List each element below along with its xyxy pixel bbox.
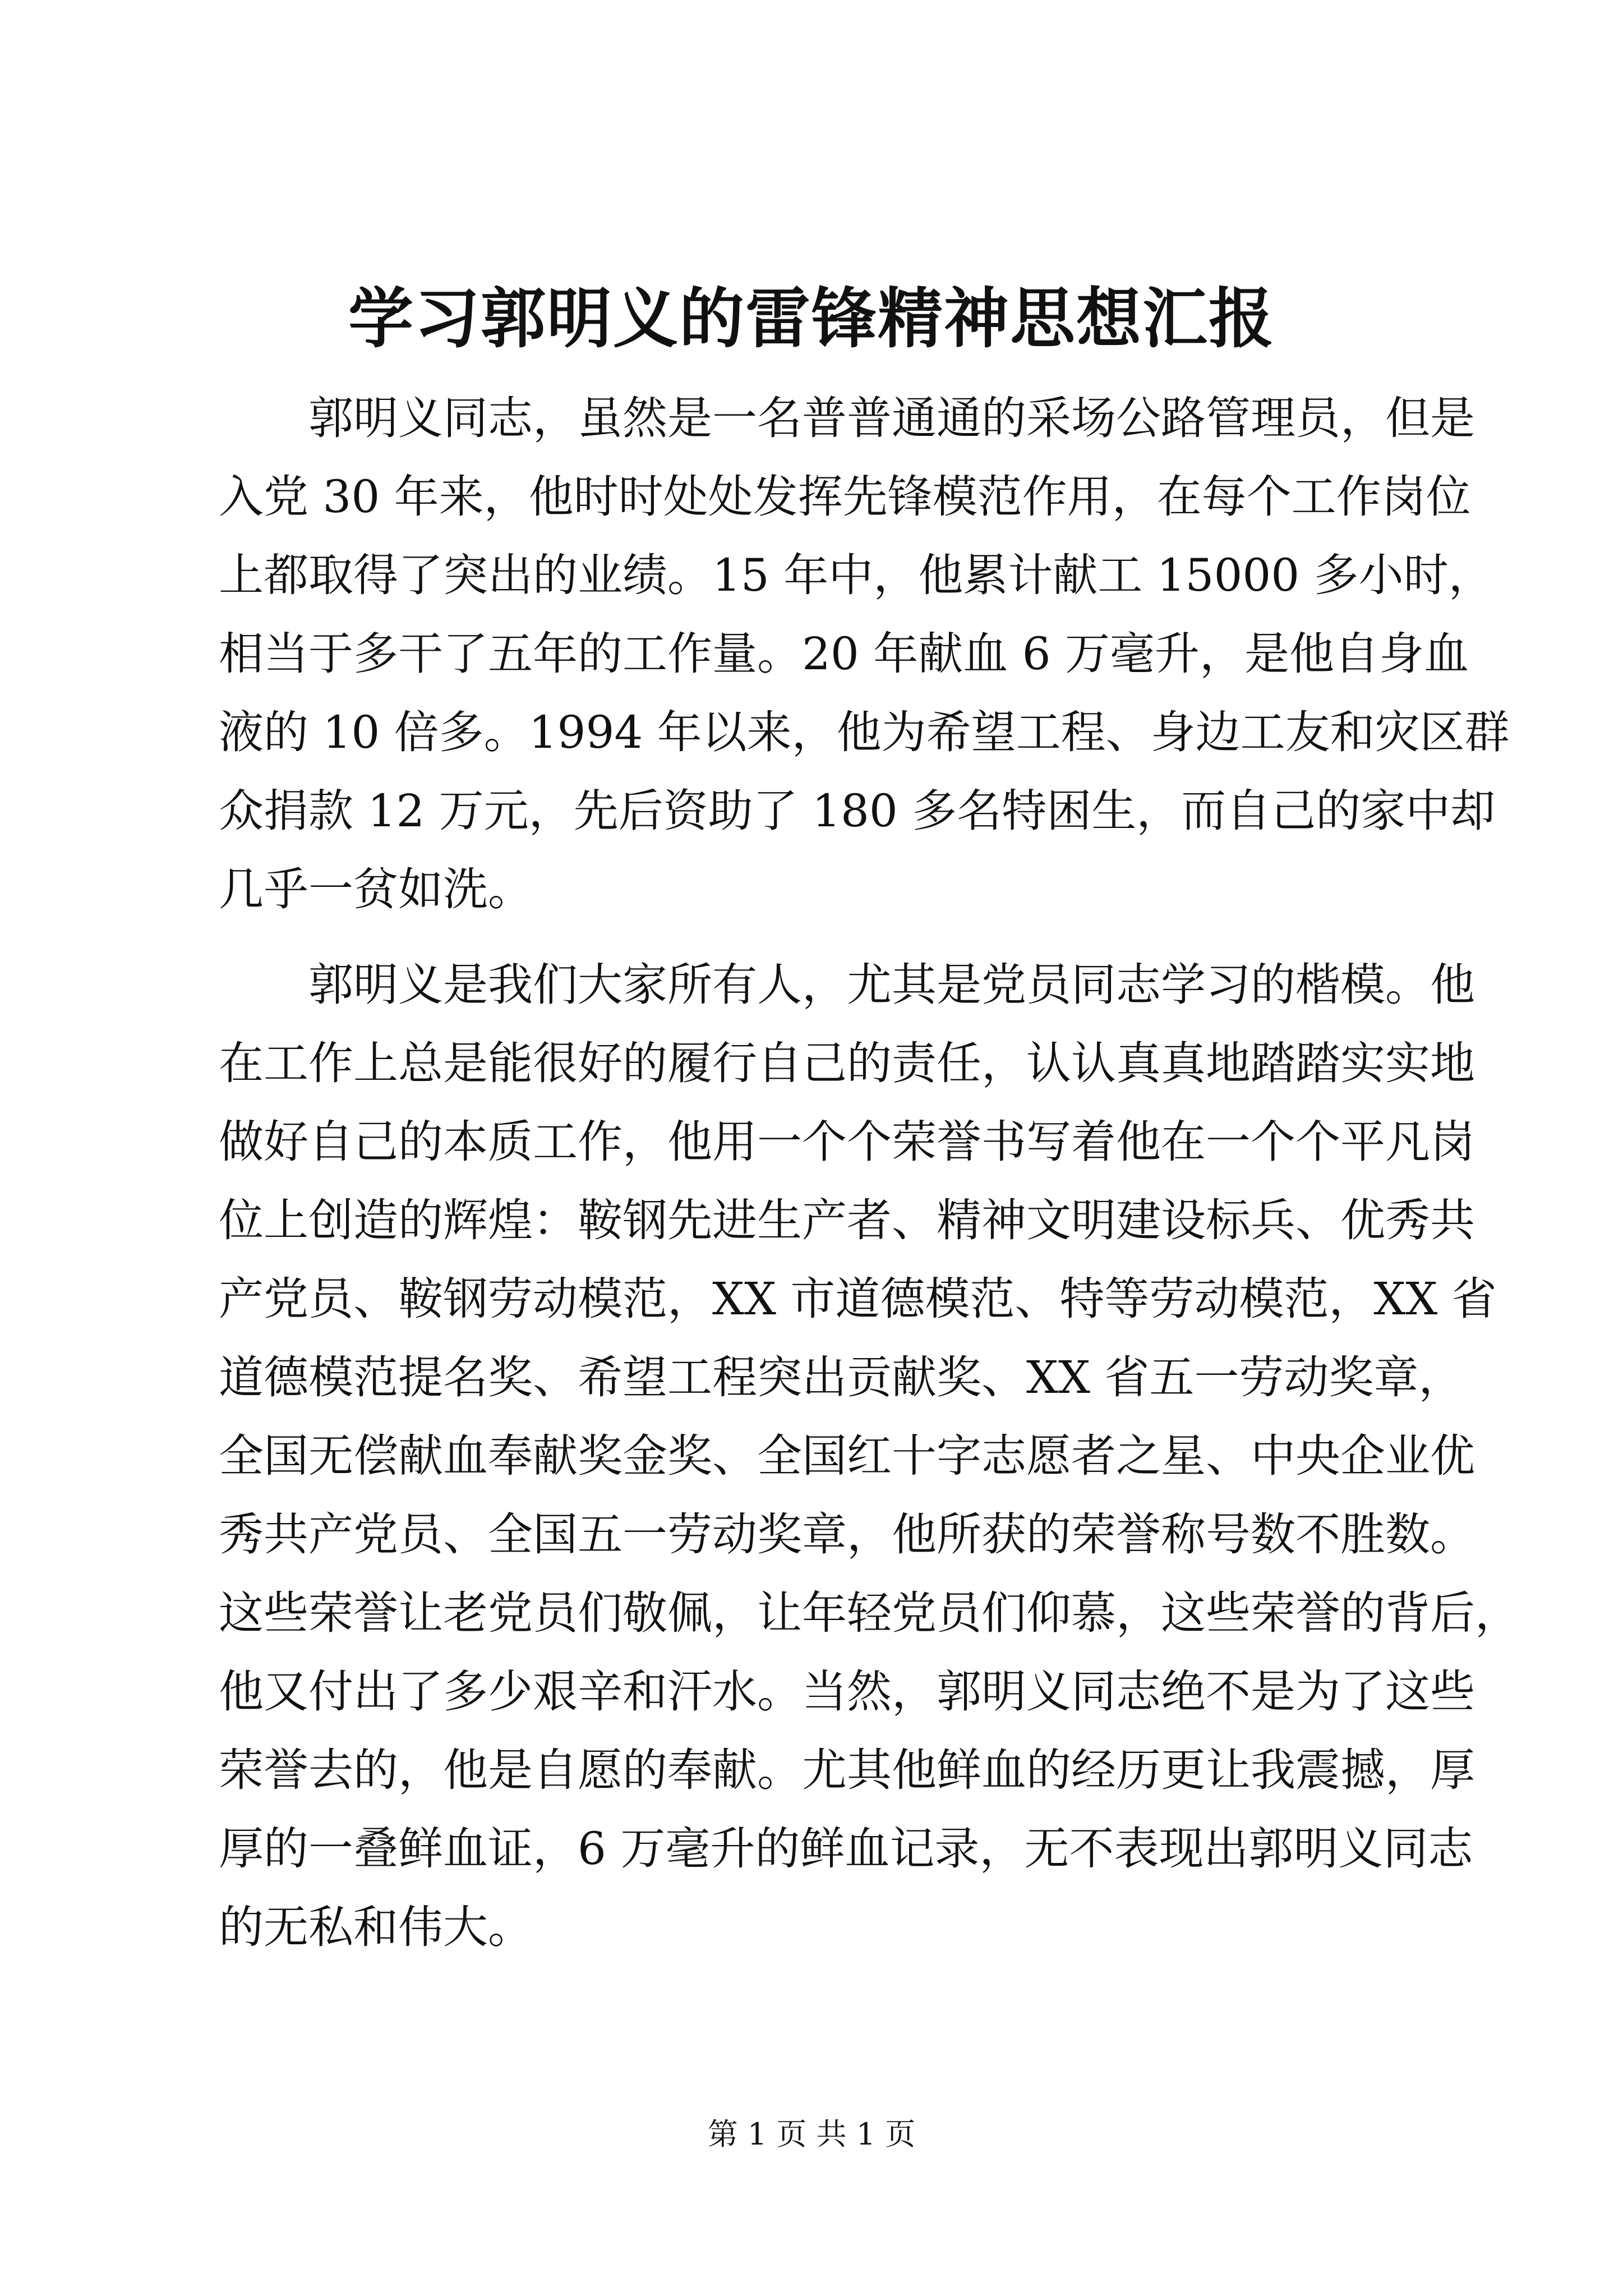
paragraph-line: 秀共产党员、全国五一劳动奖章，他所获的荣誉称号数不胜数。 (219, 1508, 1475, 1561)
paragraph-line: 厚的一叠鲜血证，6 万毫升的鲜血记录，无不表现出郭明义同志 (219, 1823, 1473, 1875)
paragraph-line: 几乎一贫如洗。 (219, 863, 533, 915)
paragraph-line: 道德模范提名奖、希望工程突出贡献奖、XX 省五一劳动奖章， (219, 1351, 1464, 1404)
paragraph-line: 相当于多干了五年的工作量。20 年献血 6 万毫升，是他自身血 (219, 628, 1469, 680)
paragraph-line: 荣誉去的，他是自愿的奉献。尤其他鲜血的经历更让我震撼，厚 (219, 1744, 1475, 1796)
paragraph-line: 上都取得了突出的业绩。15 年中，他累计献工 15000 多小时， (219, 549, 1493, 601)
paragraph-line: 入党 30 年来，他时时处处发挥先锋模范作用，在每个工作岗位 (219, 471, 1471, 523)
paragraph-line: 做好自己的本质工作，他用一个个荣誉书写着他在一个个平凡岗 (219, 1116, 1475, 1168)
document-title: 学习郭明义的雷锋精神思想汇报 (348, 280, 1275, 357)
paragraph-line: 液的 10 倍多。1994 年以来，他为希望工程、身边工友和灾区群 (219, 706, 1510, 758)
paragraph-line: 郭明义同志，虽然是一名普普通通的采场公路管理员，但是 (308, 392, 1475, 444)
paragraph-line: 众捐款 12 万元，先后资助了 180 多名特困生，而自己的家中却 (219, 785, 1496, 837)
paragraph-line: 全国无偿献血奉献奖金奖、全国红十字志愿者之星、中央企业优 (219, 1430, 1475, 1482)
paragraph-line: 他又付出了多少艰辛和汗水。当然，郭明义同志绝不是为了这些 (219, 1665, 1475, 1718)
paragraph-line: 产党员、鞍钢劳动模范，XX 市道德模范、特等劳动模范，XX 省 (219, 1273, 1497, 1325)
paragraph-line: 这些荣誉让老党员们敬佩，让年轻党员们仰慕，这些荣誉的背后， (219, 1587, 1520, 1639)
page-footer: 第 1 页 共 1 页 (707, 2116, 916, 2152)
paragraph-line: 位上创造的辉煌：鞍钢先进生产者、精神文明建设标兵、优秀共 (219, 1194, 1475, 1246)
paragraph-line: 郭明义是我们大家所有人，尤其是党员同志学习的楷模。他 (308, 959, 1475, 1011)
paragraph-line: 在工作上总是能很好的履行自己的责任，认认真真地踏踏实实地 (219, 1037, 1475, 1089)
paragraph-line: 的无私和伟大。 (219, 1901, 533, 1953)
